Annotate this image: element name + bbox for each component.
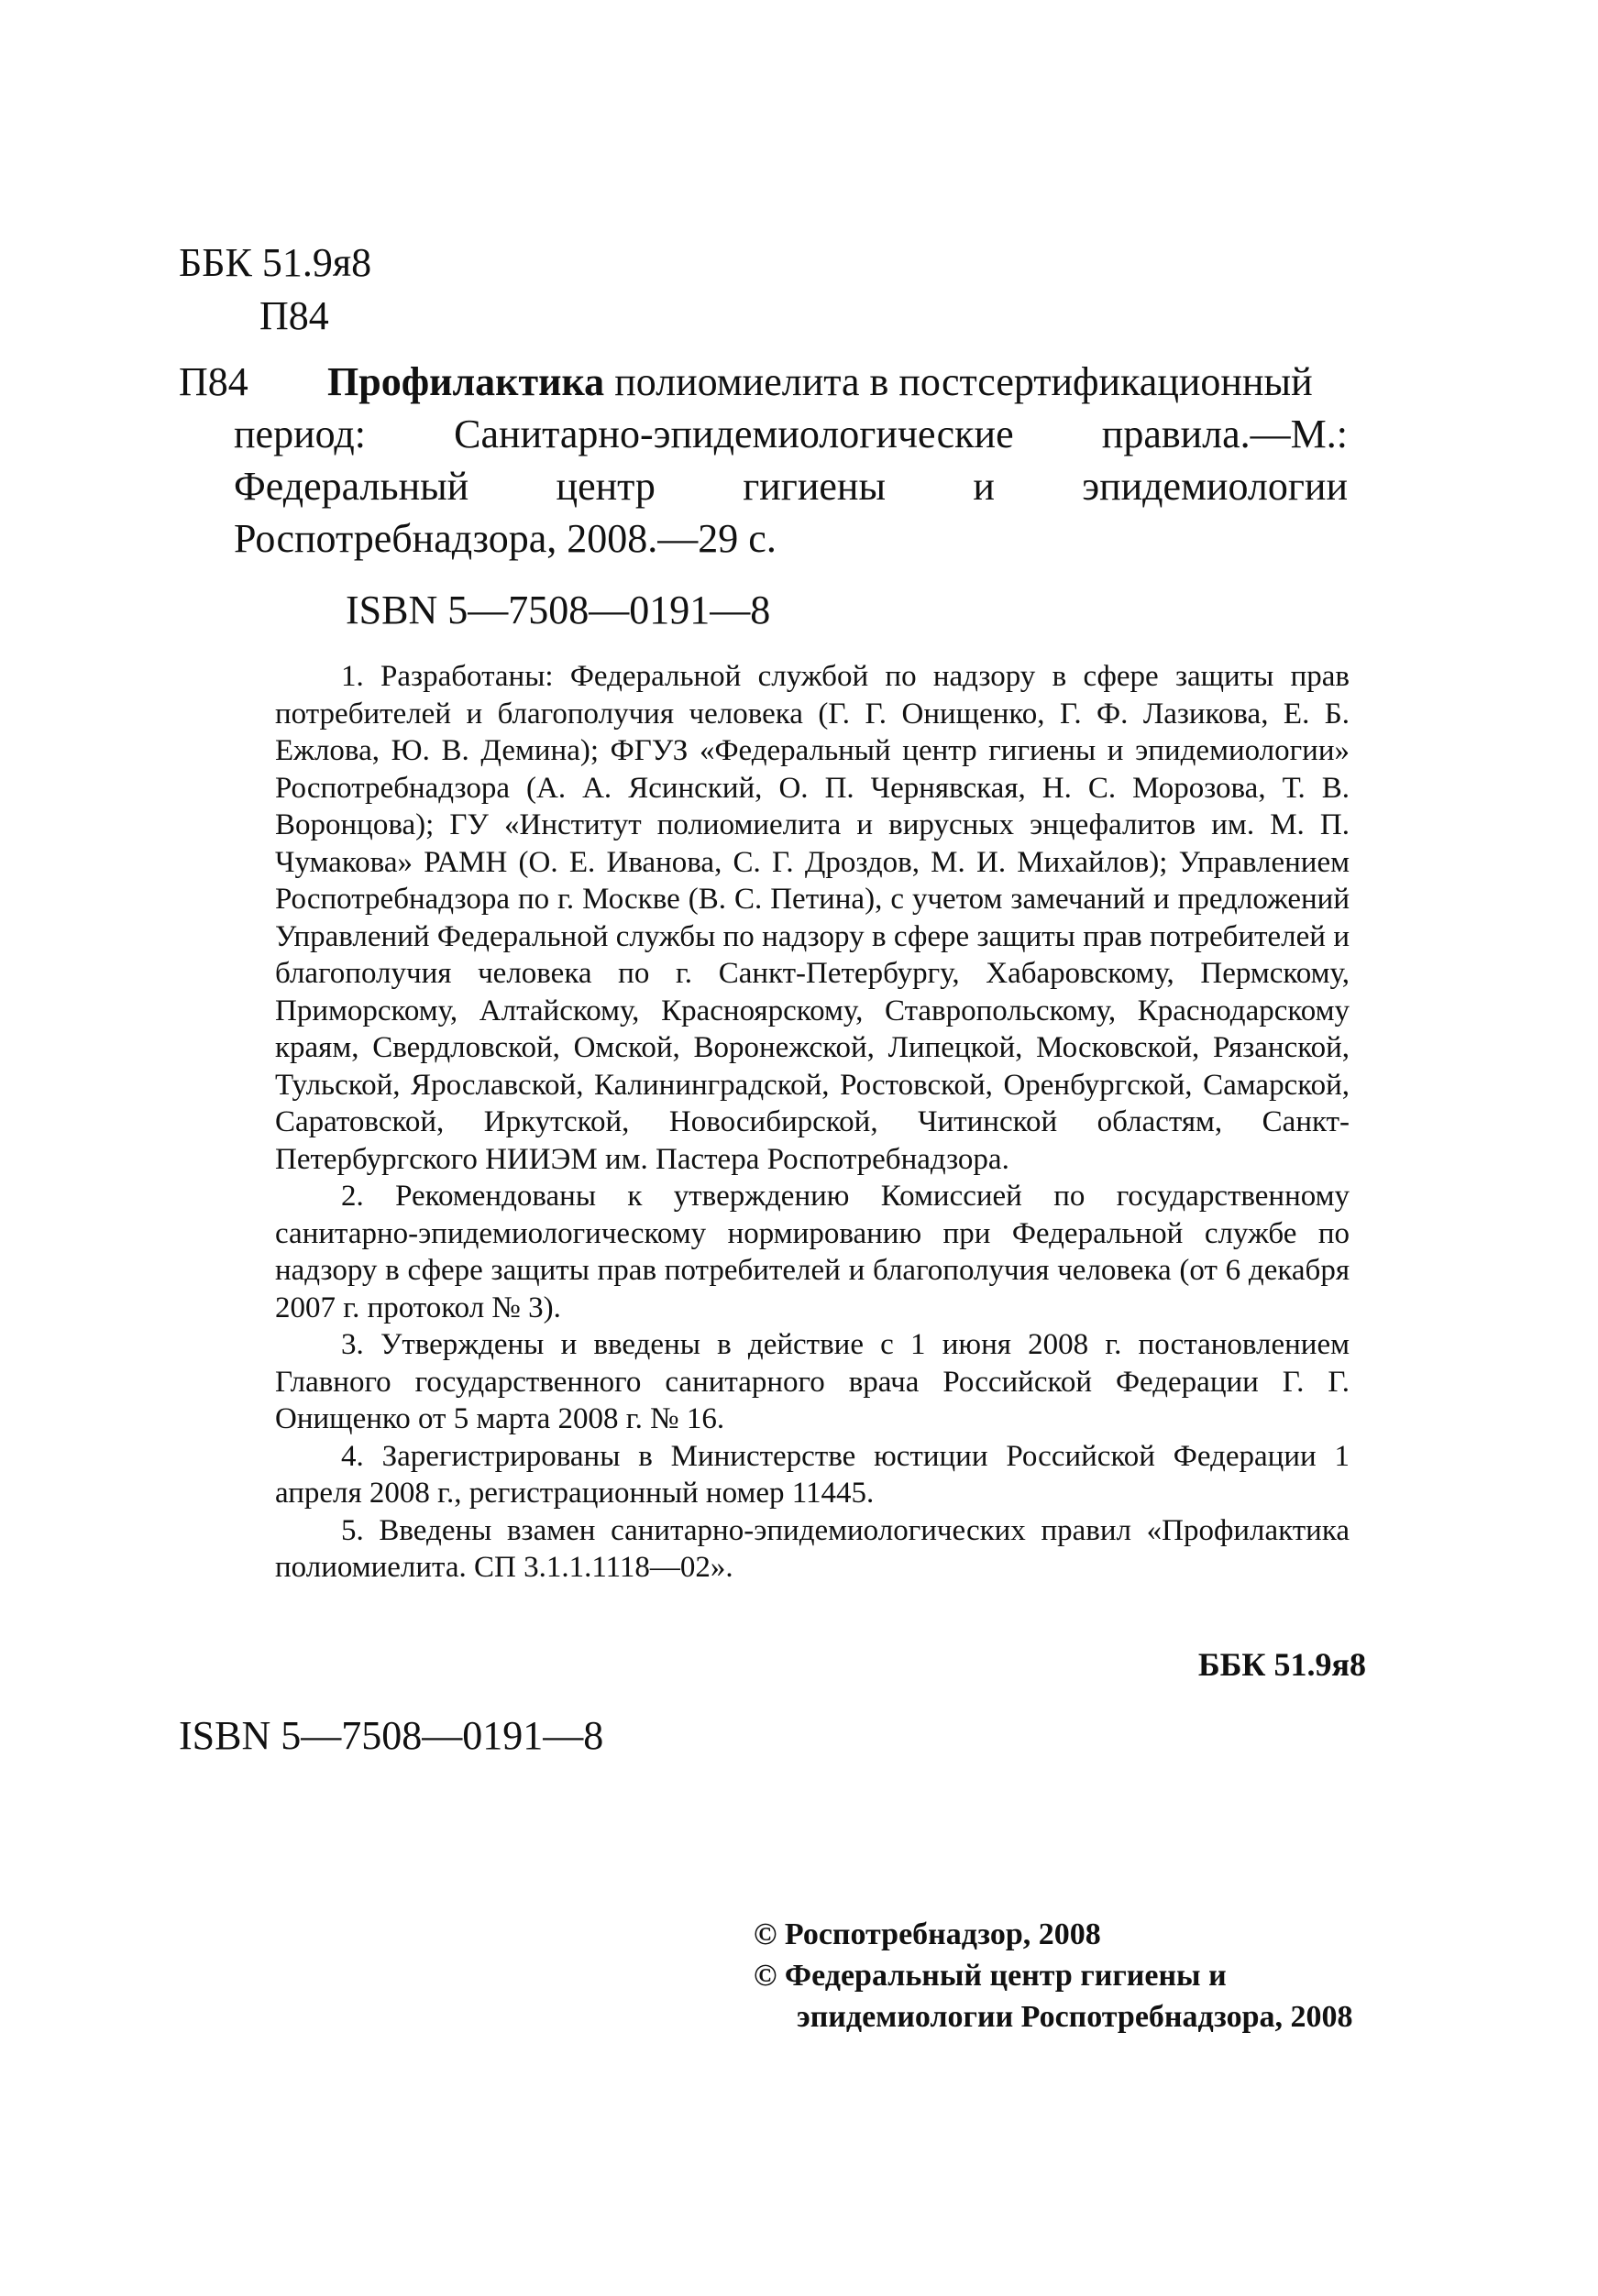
entry-continuation: период: Санитарно-эпидемиологические правила.—М.: Федеральный центр гигиены и эпидемиологии Роспотребнадзора, 2008.—29 с. (234, 412, 1348, 561)
entry-title-bold: Профилактика (327, 359, 605, 404)
entry-code: П84 (179, 359, 248, 404)
notes-block (275, 658, 1350, 1587)
bbk-classification-block (179, 236, 371, 343)
bbk-index-bottom: ББК 51.9я8 (1197, 1646, 1366, 1683)
isbn-bottom: ISBN 5—7508—0191—8 (179, 1713, 604, 1758)
author-code: П84 (259, 293, 329, 338)
note-approved: 3. Утверждены и введены в действие с 1 июня 2008 г. постановлением Главного государственного санитарного врача Российской Федерации Г. Г. Онищенко от 5 марта 2008 г. № 16. (275, 1328, 1350, 1435)
copyright-line-2: © Федеральный центр гигиены и (754, 1959, 1227, 1993)
bbk-index: ББК 51.9я8 (179, 240, 372, 285)
bibliographic-entry (179, 356, 1348, 565)
isbn-main: ISBN 5—7508—0191—8 (346, 588, 771, 632)
copyright-line-3: эпидемиологии Роспотребнадзора, 2008 (797, 2000, 1353, 2034)
note-registered: 4. Зарегистрированы в Министерстве юстиции Российской Федерации 1 апреля 2008 г., регистрационный номер 11445. (275, 1439, 1350, 1510)
note-replaces: 5. Введены взамен санитарно-эпидемиологических правил «Профилактика полиомиелита. СП 3.1.1.1118—02». (275, 1513, 1350, 1584)
note-developed: 1. Разработаны: Федеральной службой по надзору в сфере защиты прав потребителей и благополучия человека (Г. Г. Онищенко, Г. Ф. Лазикова, Е. Б. Ежлова, Ю. В. Демина); ФГУЗ «Федеральный центр гигиены и эпидемиологии» Роспотребнадзора (А. А. Ясинский, О. П. Чернявская, Н. С. Морозова, Т. В. Воронцова); ГУ «Институт полиомиелита и вирусных энцефалитов им. М. П. Чумакова» РАМН (О. Е. Иванова, С. Г. Дроздов, М. И. Михайлов); Управлением Роспотребнадзора по г. Москве (В. С. Петина), с учетом замечаний и предложений Управлений Федеральной службы по надзору в сфере защиты прав потребителей и благополучия человека по г. Санкт-Петербургу, Хабаровскому, Пермскому, Приморскому, Алтайскому, Красноярскому, Ставропольскому, Краснодарскому краям, Свердловской, Омской, Воронежской, Липецкой, Московской, Рязанской, Тульской, Ярославской, Калининградской, Ростовской, Оренбургской, Самарской, Саратовской, Иркутской, Новосибирской, Читинской областям, Санкт-Петербургского НИИЭМ им. Пастера Роспотребнадзора. (275, 660, 1350, 1176)
copyright-line-1: © Роспотребнадзор, 2008 (754, 1917, 1101, 1951)
entry-title-rest: полиомиелита в постсертификационный (604, 359, 1313, 404)
note-recommended: 2. Рекомендованы к утверждению Комиссией по государственному санитарно-эпидемиологическому нормированию при Федеральной службе по надзору в сфере защиты прав потребителей и благополучия человека (от 6 декабря 2007 г. протокол № 3). (275, 1180, 1350, 1324)
copyright-block (754, 1914, 1353, 2038)
